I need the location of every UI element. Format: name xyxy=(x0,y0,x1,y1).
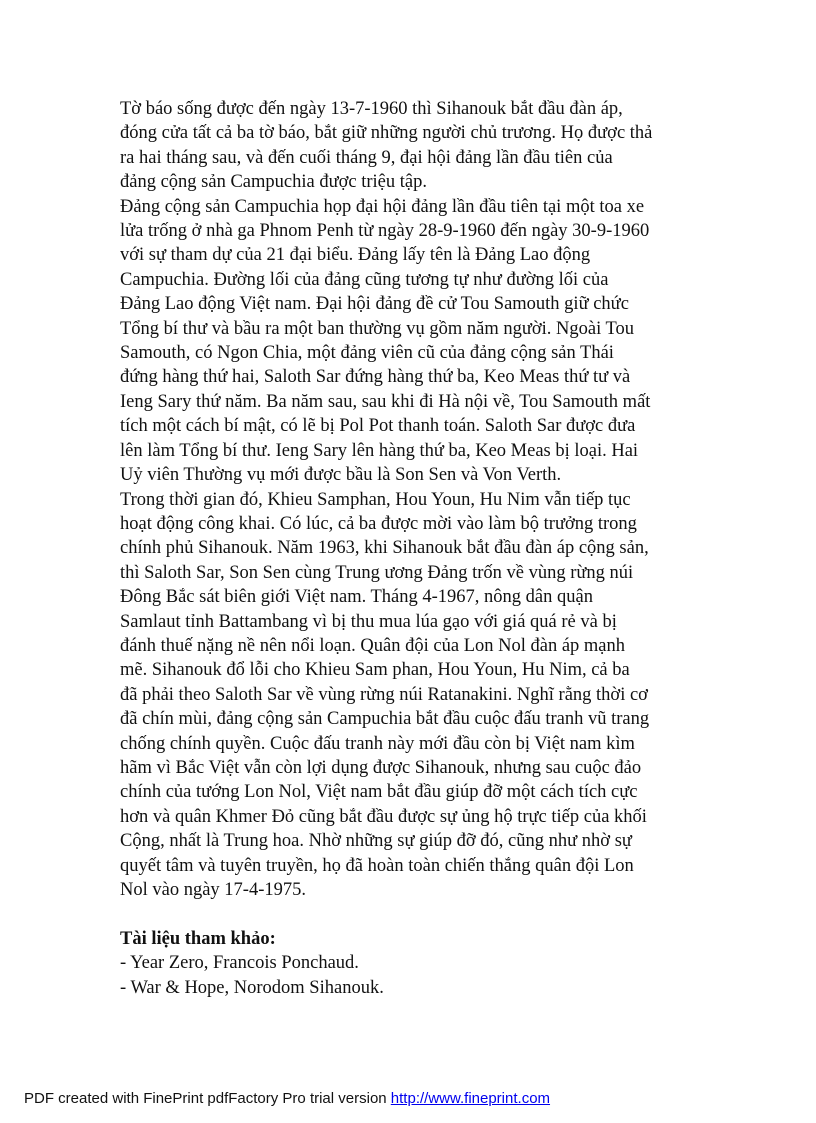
paragraph xyxy=(120,195,710,488)
text-line: đảng cộng sản Campuchia được triệu tập. xyxy=(120,172,427,193)
text-line: Đông Bắc sát biên giới Việt nam. Tháng 4-1967, nông dân quận xyxy=(120,587,593,608)
text-line: lên làm Tổng bí thư. Ieng Sary lên hàng thứ ba, Keo Meas bị loại. Hai xyxy=(120,440,639,461)
text-line: Cộng, nhất là Trung hoa. Nhờ những sự giúp đỡ đó, cũng như nhờ sự xyxy=(120,831,632,852)
paragraph-spacer xyxy=(120,902,710,926)
text-line: Samouth, có Ngon Chia, một đảng viên cũ của đảng cộng sản Thái xyxy=(120,343,614,364)
reference-item: - War & Hope, Norodom Sihanouk. xyxy=(120,977,384,998)
text-line: chính phủ Sihanouk. Năm 1963, khi Sihanouk bắt đầu đàn áp cộng sản, xyxy=(120,538,649,559)
footer-text: PDF created with FinePrint pdfFactory Pro trial version xyxy=(24,1090,391,1107)
text-line: tích một cách bí mật, có lẽ bị Pol Pot thanh toán. Saloth Sar được đưa xyxy=(120,416,636,437)
text-line: Campuchia. Đường lối của đảng cũng tương tự như đường lối của xyxy=(120,269,609,290)
text-line: đánh thuế nặng nề nên nổi loạn. Quân đội của Lon Nol đàn áp mạnh xyxy=(120,635,626,656)
text-line: lửa trống ở nhà ga Phnom Penh từ ngày 28-9-1960 đến ngày 30-9-1960 xyxy=(120,221,650,242)
text-line: Đảng Lao động Việt nam. Đại hội đảng đề cử Tou Samouth giữ chức xyxy=(120,294,629,315)
text-line: Samlaut tỉnh Battambang vì bị thu mua lúa gạo với giá quá rẻ và bị xyxy=(120,611,617,632)
text-line: Đảng cộng sản Campuchia họp đại hội đảng lần đầu tiên tại một toa xe xyxy=(120,196,645,217)
text-line: quyết tâm và tuyên truyền, họ đã hoàn toàn chiến thắng quân đội Lon xyxy=(120,855,634,876)
paragraph xyxy=(120,488,710,903)
text-line: Nol vào ngày 17-4-1975. xyxy=(120,880,306,900)
references-section xyxy=(120,927,710,1000)
text-line: đóng cửa tất cả ba tờ báo, bắt giữ những người chủ trương. Họ được thả xyxy=(120,123,653,144)
text-line: Tờ báo sống được đến ngày 13-7-1960 thì Sihanouk bắt đầu đàn áp, xyxy=(120,99,623,119)
text-line: Uỷ viên Thường vụ mới được bầu là Son Sen và Von Verth. xyxy=(120,465,562,486)
text-line: Ieng Sary thứ năm. Ba năm sau, sau khi đi Hà nội về, Tou Samouth mất xyxy=(120,391,651,412)
references-heading: Tài liệu tham khảo: xyxy=(120,928,276,949)
text-line: đã phải theo Saloth Sar về vùng rừng núi Ratanakini. Nghĩ rằng thời cơ xyxy=(120,684,648,705)
text-line: hoạt động công khai. Có lúc, cả ba được mời vào làm bộ trưởng trong xyxy=(120,513,637,534)
text-line: đứng hàng thứ hai, Saloth Sar đứng hàng thứ ba, Keo Meas thứ tư và xyxy=(120,367,631,388)
text-line: với sự tham dự của 21 đại biểu. Đảng lấy tên là Đảng Lao động xyxy=(120,245,591,266)
text-line: hơn và quân Khmer Đỏ cũng bắt đầu được sự ủng hộ trực tiếp của khối xyxy=(120,806,647,827)
text-line: chính của tướng Lon Nol, Việt nam bắt đầu giúp đỡ một cách tích cực xyxy=(120,782,638,803)
text-line: ra hai tháng sau, và đến cuối tháng 9, đại hội đảng lần đầu tiên của xyxy=(120,147,613,168)
text-line: hãm vì Bắc Việt vẫn còn lợi dụng được Sihanouk, nhưng sau cuộc đảo xyxy=(120,757,642,778)
text-line: đã chín mùi, đảng cộng sản Campuchia bắt đầu cuộc đấu tranh vũ trang xyxy=(120,709,650,730)
text-line: Trong thời gian đó, Khieu Samphan, Hou Youn, Hu Nim vẫn tiếp tục xyxy=(120,489,631,510)
pdf-footer xyxy=(24,1090,550,1108)
text-line: Tổng bí thư và bầu ra một ban thường vụ gồm năm người. Ngoài Tou xyxy=(120,318,635,339)
document-body xyxy=(120,97,710,1000)
fineprint-link[interactable]: http://www.fineprint.com xyxy=(390,1090,551,1107)
text-line: mẽ. Sihanouk đổ lỗi cho Khieu Sam phan, Hou Youn, Hu Nim, cả ba xyxy=(120,660,630,681)
text-line: thì Saloth Sar, Son Sen cùng Trung ương Đảng trốn về vùng rừng núi xyxy=(120,562,634,583)
text-line: chống chính quyền. Cuộc đấu tranh này mới đầu còn bị Việt nam kìm xyxy=(120,733,635,754)
reference-item: - Year Zero, Francois Ponchaud. xyxy=(120,953,359,974)
paragraph xyxy=(120,97,710,195)
